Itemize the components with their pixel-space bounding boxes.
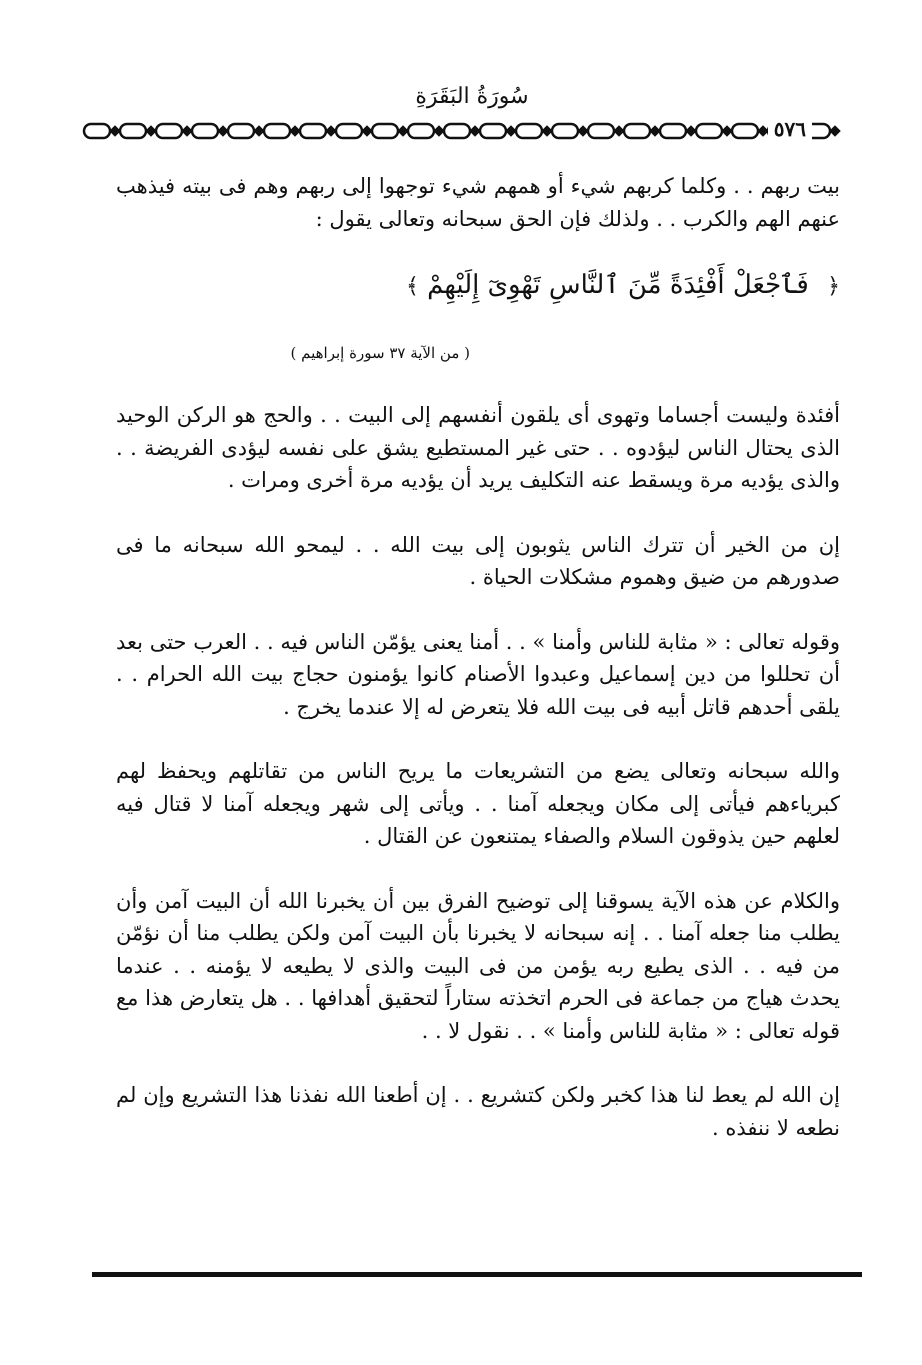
footer-rule	[92, 1272, 862, 1277]
ornament-border	[80, 120, 864, 142]
page-header	[80, 84, 864, 154]
paragraph: إن من الخير أن تترك الناس يثوبون إلى بيت الله . . ليمحو الله سبحانه ما فى صدورهم من ضيق وهموم مشكلات الحياة .	[116, 532, 840, 589]
paragraph: أفئدة وليست أجساما وتهوى أى يلقون أنفسهم إلى البيت . . والحج هو الركن الوحيد الذى يحتال الناس ليؤدوه . . حتى غير المستطيع يشق على نفسه ليؤدى الفريضة . . والذى يؤديه مرة ويسقط عنه التكليف يريد أن يؤديه مرة أخرى ومرات .	[116, 403, 840, 492]
paragraph: وقوله تعالى : « مثابة للناس وأمنا » . . أمنا يعنى يؤمّن الناس فيه . . العرب حتى بعد أن تحللوا من دين إسماعيل وعبدوا الأصنام كانوا يؤمنون حجاج بيت الله الحرام . . يلقى أحدهم قاتل أبيه فى بيت الله فلا يتعرض له إلا عندما يخرج .	[116, 629, 840, 719]
paragraph: والكلام عن هذه الآية يسوقنا إلى توضيح الفرق بين أن يخبرنا الله أن البيت آمن وأن يطلب منا جعله آمنا . . إنه سبحانه لا يخبرنا بأن البيت آمن ولكن يطلب منا أن نؤمّن من فيه . . الذى يطيع ربه يؤمن من فى البيت والذى لا يطيعه لا يؤمنه . . عندما يحدث هياج من جماعة فى الحرم اتخذته ستاراً لتحقيق أهدافها . . هل يتعارض هذا مع قوله تعالى : « مثابة للناس وأمنا » . . نقول لا . .	[116, 888, 840, 1043]
verse-reference: ( من الآية ٣٧ سورة إبراهيم )	[290, 344, 470, 362]
verse-close-bracket: ﴾	[405, 274, 419, 299]
paragraph: بيت ربهم . . وكلما كربهم شيء أو همهم شيء توجهوا إلى ربهم وهم فى بيته فيذهب عنهم الهم والكرب . . ولذلك فإن الحق سبحانه وتعالى يقول :	[116, 174, 840, 231]
surah-title: سُورَةُ البَقَرَةِ	[415, 84, 529, 109]
page-body	[116, 170, 840, 1144]
paragraph: والله سبحانه وتعالى يضع من التشريعات ما يريح الناس من تقاتلهم ويحفظ لهم كبرياءهم فيأتى إلى مكان ويجعله آمنا . . ويأتى إلى شهر ويجعله آمنا لا قتال فيه لعلهم حين يذوقون السلام والصفاء يمتنعون عن القتال .	[116, 759, 840, 848]
verse-text: فَٱجْعَلْ أَفْئِدَةً مِّنَ ٱلنَّاسِ تَهْوِىٓ إِلَيْهِمْ	[427, 270, 809, 300]
quran-verse	[116, 265, 840, 307]
page-number: ٥٧٦	[768, 118, 812, 140]
paragraph: إن الله لم يعط لنا هذا كخبر ولكن كتشريع . . إن أطعنا الله نفذنا هذا التشريع وإن لم نطعه لا ننفذه .	[116, 1083, 840, 1140]
verse-open-bracket: ﴿	[827, 274, 840, 299]
